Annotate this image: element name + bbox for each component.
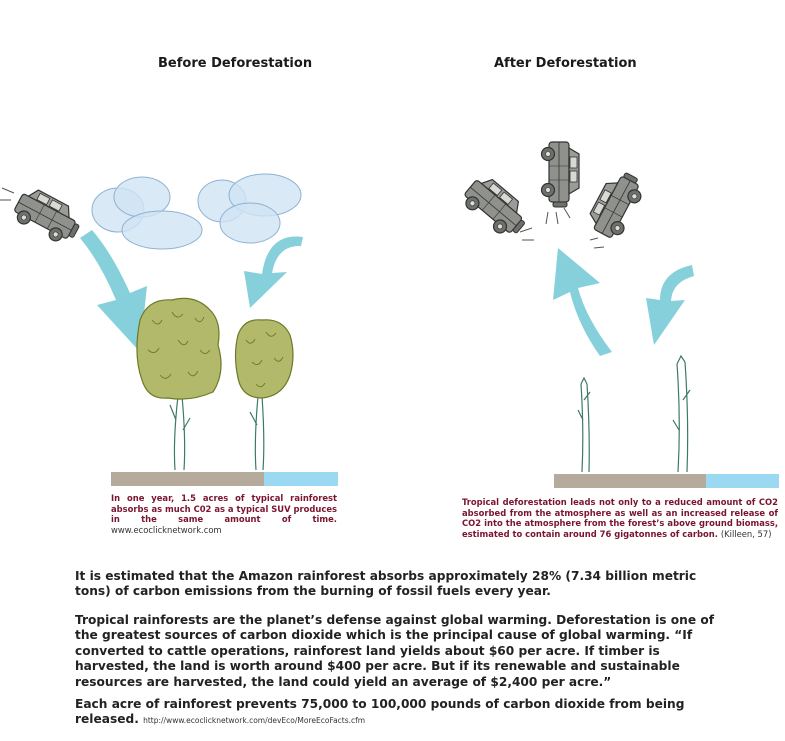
before-ground-bar (111, 472, 338, 486)
before-tree-2-icon (236, 320, 294, 470)
after-arrow-up-icon (553, 248, 612, 356)
before-arrow-down-left-icon (80, 230, 147, 352)
acre-prevention-text: Each acre of rainforest prevents 75,000 to 100,000 pounds of carbon dioxide from being released. (75, 697, 685, 727)
acre-prevention-paragraph (75, 697, 725, 729)
before-suv-icon (10, 184, 85, 248)
after-panel-title: After Deforestation (494, 56, 637, 71)
after-arrow-down-icon (646, 265, 694, 345)
before-arrow-down-right-icon (244, 236, 303, 308)
after-suv-3-icon (584, 167, 648, 242)
amazon-absorption-paragraph: It is estimated that the Amazon rainforest absorbs approximately 28% (7.34 billion metric tons) of carbon emissions from the burning of fossil fuels every year. (75, 569, 697, 599)
after-suv-2-icon (542, 142, 580, 207)
after-caption-source: (Killeen, 57) (720, 528, 772, 539)
after-ground-bar (554, 474, 779, 488)
exhaust-lines (0, 188, 14, 200)
global-warming-paragraph: Tropical rainforests are the planet’s defense against global warming. Deforestation is one of the greatest sources of carbon dioxide which is the principal cause of global warming. “If converted to cattle operations, rainforest land yields about $60 per acre. If timber is harvested, the land is worth around $400 per acre. But if its renewable and sustainable resources are harvested, the land could yield an average of $2,400 per acre.” (75, 613, 714, 689)
before-caption (111, 493, 337, 535)
after-caption (462, 497, 778, 539)
after-caption-text: Tropical deforestation leads not only to a reduced amount of CO2 absorbed from the atmosphere as well as an increased release of CO2 into the atmosphere from the forest’s above ground biomass, estimated to contain around 76 gigatonnes of carbon. (462, 497, 778, 539)
after-stump-2-icon (673, 356, 690, 472)
before-caption-text: In one year, 1.5 acres of typical rainforest absorbs as much C02 as a typical SUV produces in the same amount of time. (111, 493, 337, 525)
before-panel-title: Before Deforestation (158, 56, 313, 71)
before-clouds-icon (92, 174, 301, 249)
before-caption-source: www.ecoclicknetwork.com (111, 524, 222, 535)
before-tree-1-icon (137, 298, 221, 470)
source-url-link[interactable]: http://www.ecoclicknetwork.com/devEco/MoreEcoFacts.cfm (143, 716, 366, 726)
after-stump-1-icon (578, 378, 590, 472)
